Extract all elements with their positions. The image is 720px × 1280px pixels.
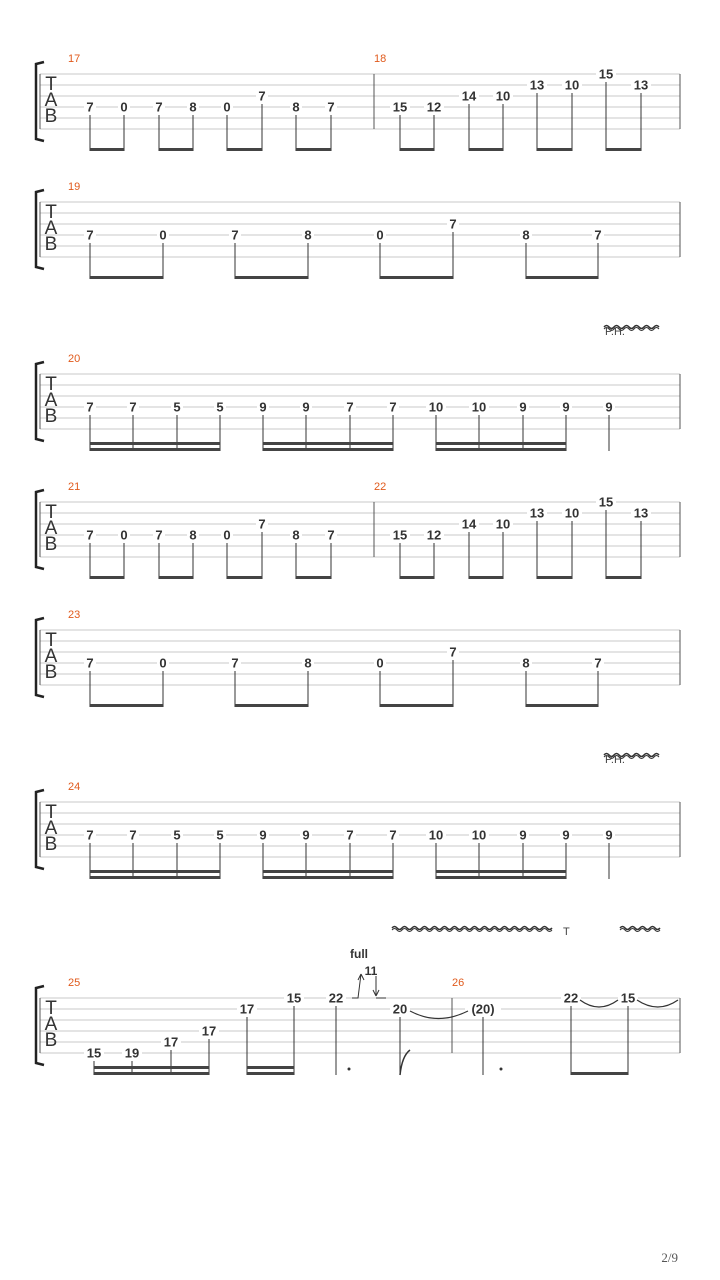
fret-number: 10 [428,827,444,843]
measure-number: 17 [68,53,81,65]
fret-number: 5 [216,399,224,415]
beam [159,148,193,151]
fret-number: 9 [605,827,613,843]
fret-number: 19 [124,1045,140,1061]
fret-number: 8 [189,99,197,115]
fret-number: 9 [605,399,613,415]
tab-clef-letter: A [44,818,58,839]
staff-system [36,754,680,880]
fret-number: 7 [389,827,397,843]
beam [436,876,566,879]
fret-number: 7 [594,655,602,671]
fret-number: 9 [259,399,267,415]
fret-number: 7 [231,655,239,671]
tab-clef-letter: A [44,390,58,411]
beam-secondary [247,1066,294,1069]
fret-number: 8 [292,99,300,115]
fret-number: 7 [231,227,239,243]
fret-number: 7 [449,644,457,660]
fret-number: 10 [471,827,487,843]
fret-number: 15 [286,990,302,1006]
page-number: 2/9 [661,1250,678,1265]
tab-clef-letter: B [44,234,58,255]
beam [159,576,193,579]
measure-number: 23 [68,609,81,621]
fret-number: 8 [304,227,312,243]
beam [227,148,262,151]
tab-clef-letter: T [45,802,57,823]
beam [90,448,220,451]
staff-system [36,609,680,707]
beam [380,276,453,279]
fret-number: 15 [598,66,614,82]
measure-number: 20 [68,353,81,365]
staff-system [36,481,680,579]
beam [263,876,393,879]
tab-clef-letter: A [44,518,58,539]
fret-number: 7 [327,99,335,115]
tie [410,1011,468,1019]
tab-clef-letter: B [44,834,58,855]
fret-number: 17 [163,1034,179,1050]
fret-number: 7 [86,827,94,843]
beam [90,576,124,579]
fret-number: 0 [223,99,231,115]
fret-number: 7 [346,399,354,415]
beam [235,704,308,707]
beam-secondary [90,870,220,873]
fret-number: (20) [471,1001,495,1017]
fret-number: 15 [392,99,408,115]
beam [296,576,331,579]
fret-number: 8 [522,227,530,243]
fret-number: 9 [259,827,267,843]
tab-clef-letter: A [44,90,58,111]
measure-number: 19 [68,181,81,193]
measure-number: 25 [68,977,81,989]
measure-number: 21 [68,481,81,493]
fret-number: 9 [519,827,527,843]
beam [235,276,308,279]
beam [537,576,572,579]
measure-number: 24 [68,781,81,793]
fret-number: 7 [86,655,94,671]
fret-number: 13 [529,77,545,93]
fret-number: 0 [120,99,128,115]
fret-number: 12 [426,99,442,115]
fret-number: 15 [392,527,408,543]
bend-release-arrow [373,976,386,998]
fret-number: 7 [129,827,137,843]
fret-number: 7 [327,527,335,543]
ph-label: P.H. [605,326,625,338]
fret-number: 10 [471,399,487,415]
fret-number: 8 [189,527,197,543]
beam-secondary [263,870,393,873]
fret-number: 0 [120,527,128,543]
measure-number: 18 [374,53,387,65]
fret-number: 13 [633,77,649,93]
tab-clef-letter: A [44,1014,58,1035]
fret-number: 9 [302,827,310,843]
fret-number: 22 [328,990,344,1006]
fret-number: 14 [461,88,477,104]
tab-clef-letter: T [45,74,57,95]
ph-label: P.H. [605,754,625,766]
tab-clef-letter: A [44,218,58,239]
fret-number: 7 [86,399,94,415]
beam [90,276,163,279]
fret-number: 15 [598,494,614,510]
fret-number: 10 [428,399,444,415]
fret-number: 9 [562,827,570,843]
tab-clef-letter: B [44,662,58,683]
fret-number: 0 [223,527,231,543]
beam [90,704,163,707]
tie [580,1000,618,1007]
fret-number: 7 [594,227,602,243]
tab-clef-letter: T [45,374,57,395]
fret-number: 7 [346,827,354,843]
beam [247,1072,294,1075]
fret-number: 13 [633,505,649,521]
fret-number: 7 [86,527,94,543]
tab-clef-letter: T [45,202,57,223]
fret-number: 15 [86,1045,102,1061]
fret-number: 7 [258,516,266,532]
fret-number: 22 [563,990,579,1006]
beam [436,448,566,451]
fret-number: 12 [426,527,442,543]
fret-number: 14 [461,516,477,532]
beam [469,576,503,579]
beam-secondary [90,442,220,445]
fret-number: 7 [86,227,94,243]
fret-number: 17 [201,1023,217,1039]
beam [606,148,641,151]
tab-clef-letter: B [44,406,58,427]
bend-up-arrow [352,974,364,998]
beam [400,576,434,579]
tap-label: T [563,926,570,938]
fret-number: 8 [304,655,312,671]
bend-release-fret: 11 [364,964,378,978]
bend-amount: full [350,947,368,961]
tab-clef-letter: B [44,534,58,555]
fret-number: 8 [292,527,300,543]
fret-number: 7 [155,527,163,543]
fret-number: 13 [529,505,545,521]
staff-system [36,181,680,279]
fret-number: 8 [522,655,530,671]
fret-number: 7 [449,216,457,232]
tab-clef-letter: A [44,646,58,667]
fret-number: 7 [129,399,137,415]
dot [500,1068,503,1071]
fret-number: 10 [564,505,580,521]
fret-number: 9 [302,399,310,415]
beam [263,448,393,451]
fret-number: 15 [620,990,636,1006]
staff-system [36,326,680,452]
beam-secondary [94,1066,209,1069]
staff-system [36,53,680,151]
tab-clef-letter: B [44,1030,58,1051]
tab-clef-letter: T [45,630,57,651]
tab-clef-letter: B [44,106,58,127]
beam [380,704,453,707]
fret-number: 10 [564,77,580,93]
fret-number: 0 [159,227,167,243]
tab-clef-letter: T [45,502,57,523]
fret-number: 5 [173,827,181,843]
beam [227,576,262,579]
staff-system [36,926,680,1075]
fret-number: 7 [258,88,266,104]
beam [526,704,598,707]
beam [537,148,572,151]
fret-number: 0 [159,655,167,671]
beam-secondary [436,870,566,873]
beam [571,1072,628,1075]
fret-number: 7 [389,399,397,415]
beam [296,148,331,151]
measure-number: 22 [374,481,387,493]
note-flag [400,1050,410,1075]
beam-secondary [263,442,393,445]
fret-number: 7 [86,99,94,115]
beam [94,1072,209,1075]
beam [90,876,220,879]
fret-number: 9 [519,399,527,415]
dot [348,1068,351,1071]
tab-clef-letter: T [45,998,57,1019]
beam [526,276,598,279]
fret-number: 7 [155,99,163,115]
fret-number: 9 [562,399,570,415]
fret-number: 5 [173,399,181,415]
beam [606,576,641,579]
fret-number: 17 [239,1001,255,1017]
fret-number: 0 [376,655,384,671]
measure-number: 26 [452,977,465,989]
tie [637,1000,678,1007]
beam-secondary [436,442,566,445]
fret-number: 20 [392,1001,408,1017]
beam [90,148,124,151]
beam [469,148,503,151]
fret-number: 0 [376,227,384,243]
fret-number: 10 [495,88,511,104]
fret-number: 10 [495,516,511,532]
beam [400,148,434,151]
fret-number: 5 [216,827,224,843]
